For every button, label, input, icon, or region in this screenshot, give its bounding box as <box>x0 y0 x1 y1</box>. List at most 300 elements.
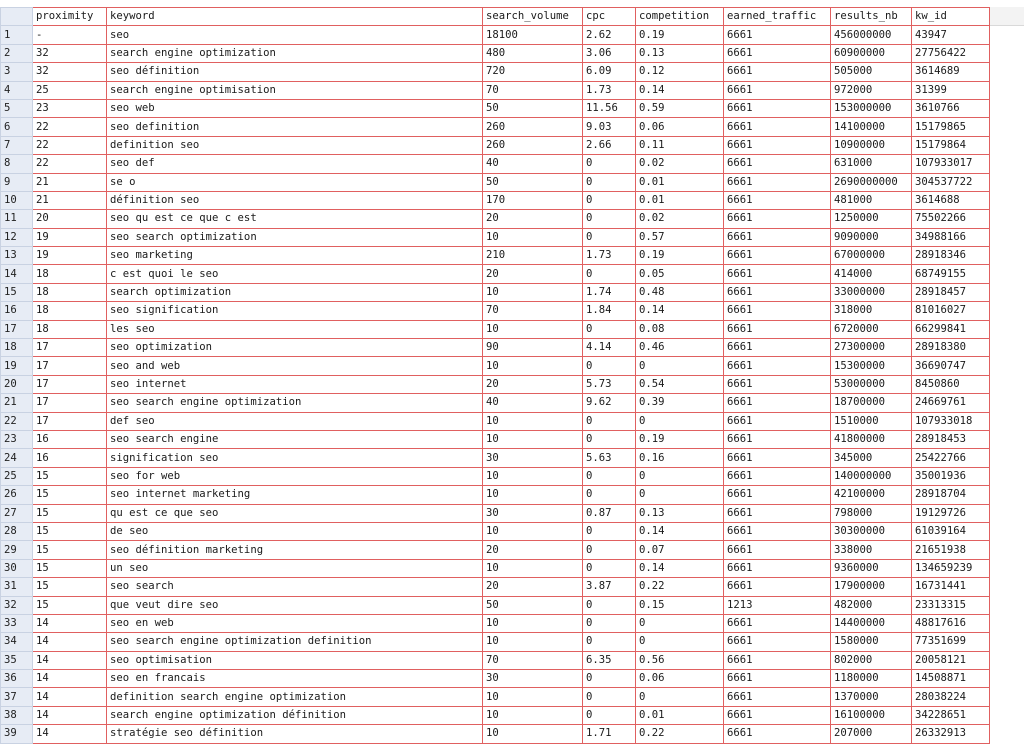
cell-cpc[interactable]: 1.74 <box>583 283 636 301</box>
cell-results-nb[interactable]: 318000 <box>831 302 912 320</box>
row-number[interactable]: 16 <box>1 302 33 320</box>
column-header-proximity[interactable]: proximity <box>33 8 107 26</box>
cell-earned-traffic[interactable]: 6661 <box>724 81 831 99</box>
cell-search-volume[interactable]: 720 <box>483 63 583 81</box>
column-header-earned-traffic[interactable]: earned_traffic <box>724 8 831 26</box>
cell-kw-id[interactable]: 28918453 <box>912 430 990 448</box>
row-number[interactable]: 18 <box>1 339 33 357</box>
table-row[interactable] <box>1 651 990 669</box>
table-row[interactable] <box>1 63 990 81</box>
cell-earned-traffic[interactable]: 6661 <box>724 522 831 540</box>
cell-kw-id[interactable]: 28918346 <box>912 247 990 265</box>
cell-proximity[interactable]: 17 <box>33 357 107 375</box>
cell-competition[interactable]: 0.01 <box>636 191 724 209</box>
cell-kw-id[interactable]: 61039164 <box>912 522 990 540</box>
row-number[interactable]: 39 <box>1 725 33 743</box>
cell-proximity[interactable]: 15 <box>33 486 107 504</box>
cell-proximity[interactable]: 18 <box>33 283 107 301</box>
cell-results-nb[interactable]: 1180000 <box>831 670 912 688</box>
cell-earned-traffic[interactable]: 6661 <box>724 559 831 577</box>
cell-earned-traffic[interactable]: 6661 <box>724 541 831 559</box>
cell-cpc[interactable]: 0 <box>583 173 636 191</box>
cell-search-volume[interactable]: 20 <box>483 265 583 283</box>
cell-cpc[interactable]: 0 <box>583 430 636 448</box>
cell-search-volume[interactable]: 10 <box>483 486 583 504</box>
row-number[interactable]: 26 <box>1 486 33 504</box>
cell-search-volume[interactable]: 30 <box>483 670 583 688</box>
cell-proximity[interactable]: 19 <box>33 228 107 246</box>
table-row[interactable] <box>1 210 990 228</box>
cell-competition[interactable]: 0.02 <box>636 155 724 173</box>
cell-search-volume[interactable]: 20 <box>483 578 583 596</box>
row-number[interactable]: 19 <box>1 357 33 375</box>
cell-earned-traffic[interactable]: 6661 <box>724 302 831 320</box>
cell-keyword[interactable]: un seo <box>107 559 483 577</box>
cell-kw-id[interactable]: 19129726 <box>912 504 990 522</box>
cell-search-volume[interactable]: 170 <box>483 191 583 209</box>
cell-results-nb[interactable]: 802000 <box>831 651 912 669</box>
cell-cpc[interactable]: 1.73 <box>583 247 636 265</box>
cell-keyword[interactable]: definition seo <box>107 136 483 154</box>
cell-results-nb[interactable]: 9360000 <box>831 559 912 577</box>
cell-search-volume[interactable]: 10 <box>483 320 583 338</box>
cell-earned-traffic[interactable]: 6661 <box>724 320 831 338</box>
cell-results-nb[interactable]: 27300000 <box>831 339 912 357</box>
cell-proximity[interactable]: 14 <box>33 670 107 688</box>
table-row[interactable] <box>1 26 990 44</box>
cell-keyword[interactable]: seo internet marketing <box>107 486 483 504</box>
cell-results-nb[interactable]: 41800000 <box>831 430 912 448</box>
cell-search-volume[interactable]: 30 <box>483 504 583 522</box>
row-number[interactable]: 36 <box>1 670 33 688</box>
cell-kw-id[interactable]: 15179864 <box>912 136 990 154</box>
cell-kw-id[interactable]: 21651938 <box>912 541 990 559</box>
table-row[interactable] <box>1 44 990 62</box>
cell-competition[interactable]: 0.13 <box>636 504 724 522</box>
cell-cpc[interactable]: 0 <box>583 633 636 651</box>
cell-proximity[interactable]: 14 <box>33 614 107 632</box>
cell-results-nb[interactable]: 33000000 <box>831 283 912 301</box>
cell-competition[interactable]: 0.07 <box>636 541 724 559</box>
cell-earned-traffic[interactable]: 6661 <box>724 725 831 743</box>
table-row[interactable] <box>1 339 990 357</box>
cell-results-nb[interactable]: 10900000 <box>831 136 912 154</box>
table-row[interactable] <box>1 688 990 706</box>
cell-kw-id[interactable]: 35001936 <box>912 467 990 485</box>
row-number[interactable]: 27 <box>1 504 33 522</box>
cell-proximity[interactable]: 21 <box>33 173 107 191</box>
table-row[interactable] <box>1 614 990 632</box>
cell-proximity[interactable]: 17 <box>33 394 107 412</box>
cell-search-volume[interactable]: 40 <box>483 155 583 173</box>
cell-competition[interactable]: 0.14 <box>636 81 724 99</box>
cell-competition[interactable]: 0.22 <box>636 725 724 743</box>
cell-kw-id[interactable]: 25422766 <box>912 449 990 467</box>
row-number[interactable]: 24 <box>1 449 33 467</box>
table-row[interactable] <box>1 191 990 209</box>
cell-results-nb[interactable]: 631000 <box>831 155 912 173</box>
cell-competition[interactable]: 0.01 <box>636 173 724 191</box>
cell-proximity[interactable]: 25 <box>33 81 107 99</box>
cell-cpc[interactable]: 0 <box>583 541 636 559</box>
cell-competition[interactable]: 0.46 <box>636 339 724 357</box>
cell-keyword[interactable]: stratégie seo définition <box>107 725 483 743</box>
cell-proximity[interactable]: 18 <box>33 302 107 320</box>
cell-proximity[interactable]: 18 <box>33 265 107 283</box>
row-number[interactable]: 10 <box>1 191 33 209</box>
row-number[interactable]: 13 <box>1 247 33 265</box>
cell-results-nb[interactable]: 140000000 <box>831 467 912 485</box>
table-row[interactable] <box>1 173 990 191</box>
cell-kw-id[interactable]: 28918380 <box>912 339 990 357</box>
cell-kw-id[interactable]: 8450860 <box>912 375 990 393</box>
cell-proximity[interactable]: 18 <box>33 320 107 338</box>
cell-keyword[interactable]: seo search engine optimization <box>107 394 483 412</box>
cell-earned-traffic[interactable]: 6661 <box>724 228 831 246</box>
cell-kw-id[interactable]: 31399 <box>912 81 990 99</box>
row-number[interactable]: 22 <box>1 412 33 430</box>
cell-proximity[interactable]: - <box>33 26 107 44</box>
cell-search-volume[interactable]: 480 <box>483 44 583 62</box>
cell-search-volume[interactable]: 30 <box>483 449 583 467</box>
cell-kw-id[interactable]: 28918704 <box>912 486 990 504</box>
cell-competition[interactable]: 0.22 <box>636 578 724 596</box>
table-row[interactable] <box>1 394 990 412</box>
cell-earned-traffic[interactable]: 6661 <box>724 26 831 44</box>
cell-keyword[interactable]: seo optimization <box>107 339 483 357</box>
cell-earned-traffic[interactable]: 6661 <box>724 412 831 430</box>
table-row[interactable] <box>1 283 990 301</box>
cell-earned-traffic[interactable]: 6661 <box>724 375 831 393</box>
cell-keyword[interactable]: search engine optimization définition <box>107 706 483 724</box>
cell-keyword[interactable]: définition seo <box>107 191 483 209</box>
row-number[interactable]: 35 <box>1 651 33 669</box>
cell-cpc[interactable]: 0 <box>583 670 636 688</box>
cell-results-nb[interactable]: 456000000 <box>831 26 912 44</box>
row-number[interactable]: 31 <box>1 578 33 596</box>
cell-earned-traffic[interactable]: 6661 <box>724 449 831 467</box>
cell-proximity[interactable]: 23 <box>33 99 107 117</box>
cell-proximity[interactable]: 21 <box>33 191 107 209</box>
cell-competition[interactable]: 0.05 <box>636 265 724 283</box>
cell-results-nb[interactable]: 414000 <box>831 265 912 283</box>
row-number[interactable]: 33 <box>1 614 33 632</box>
cell-competition[interactable]: 0.11 <box>636 136 724 154</box>
cell-competition[interactable]: 0 <box>636 486 724 504</box>
cell-proximity[interactable]: 22 <box>33 155 107 173</box>
cell-earned-traffic[interactable]: 6661 <box>724 578 831 596</box>
cell-cpc[interactable]: 0 <box>583 688 636 706</box>
cell-proximity[interactable]: 15 <box>33 578 107 596</box>
cell-keyword[interactable]: seo définition marketing <box>107 541 483 559</box>
cell-results-nb[interactable]: 1510000 <box>831 412 912 430</box>
row-number[interactable]: 28 <box>1 522 33 540</box>
cell-proximity[interactable]: 16 <box>33 430 107 448</box>
column-header-search-volume[interactable]: search_volume <box>483 8 583 26</box>
cell-competition[interactable]: 0.19 <box>636 247 724 265</box>
cell-keyword[interactable]: search engine optimization <box>107 44 483 62</box>
table-row[interactable] <box>1 412 990 430</box>
cell-search-volume[interactable]: 10 <box>483 430 583 448</box>
cell-proximity[interactable]: 14 <box>33 725 107 743</box>
cell-search-volume[interactable]: 70 <box>483 302 583 320</box>
cell-cpc[interactable]: 5.63 <box>583 449 636 467</box>
cell-competition[interactable]: 0.14 <box>636 522 724 540</box>
cell-competition[interactable]: 0.14 <box>636 559 724 577</box>
cell-results-nb[interactable]: 153000000 <box>831 99 912 117</box>
cell-cpc[interactable]: 9.03 <box>583 118 636 136</box>
cell-kw-id[interactable]: 15179865 <box>912 118 990 136</box>
cell-earned-traffic[interactable]: 6661 <box>724 265 831 283</box>
cell-cpc[interactable]: 2.66 <box>583 136 636 154</box>
cell-search-volume[interactable]: 20 <box>483 541 583 559</box>
table-row[interactable] <box>1 247 990 265</box>
table-row[interactable] <box>1 81 990 99</box>
cell-cpc[interactable]: 6.09 <box>583 63 636 81</box>
cell-earned-traffic[interactable]: 6661 <box>724 614 831 632</box>
row-number[interactable]: 32 <box>1 596 33 614</box>
cell-keyword[interactable]: de seo <box>107 522 483 540</box>
cell-results-nb[interactable]: 60900000 <box>831 44 912 62</box>
cell-results-nb[interactable]: 16100000 <box>831 706 912 724</box>
cell-earned-traffic[interactable]: 1213 <box>724 596 831 614</box>
column-header-results-nb[interactable]: results_nb <box>831 8 912 26</box>
cell-results-nb[interactable]: 14100000 <box>831 118 912 136</box>
table-row[interactable] <box>1 559 990 577</box>
cell-competition[interactable]: 0.16 <box>636 449 724 467</box>
cell-kw-id[interactable]: 107933017 <box>912 155 990 173</box>
row-number[interactable]: 11 <box>1 210 33 228</box>
row-number[interactable]: 17 <box>1 320 33 338</box>
cell-keyword[interactable]: seo qu est ce que c est <box>107 210 483 228</box>
cell-results-nb[interactable]: 207000 <box>831 725 912 743</box>
cell-earned-traffic[interactable]: 6661 <box>724 670 831 688</box>
cell-keyword[interactable]: seo en web <box>107 614 483 632</box>
cell-earned-traffic[interactable]: 6661 <box>724 44 831 62</box>
table-row[interactable] <box>1 706 990 724</box>
cell-cpc[interactable]: 1.71 <box>583 725 636 743</box>
row-number-header[interactable] <box>1 8 33 26</box>
cell-search-volume[interactable]: 18100 <box>483 26 583 44</box>
row-number[interactable]: 37 <box>1 688 33 706</box>
cell-cpc[interactable]: 6.35 <box>583 651 636 669</box>
cell-competition[interactable]: 0.14 <box>636 302 724 320</box>
row-number[interactable]: 30 <box>1 559 33 577</box>
table-row[interactable] <box>1 302 990 320</box>
cell-results-nb[interactable]: 972000 <box>831 81 912 99</box>
cell-keyword[interactable]: seo search engine optimization definition <box>107 633 483 651</box>
cell-proximity[interactable]: 14 <box>33 706 107 724</box>
cell-proximity[interactable]: 14 <box>33 633 107 651</box>
table-row[interactable] <box>1 265 990 283</box>
cell-kw-id[interactable]: 75502266 <box>912 210 990 228</box>
cell-earned-traffic[interactable]: 6661 <box>724 504 831 522</box>
row-number[interactable]: 4 <box>1 81 33 99</box>
cell-earned-traffic[interactable]: 6661 <box>724 99 831 117</box>
cell-kw-id[interactable]: 77351699 <box>912 633 990 651</box>
row-number[interactable]: 38 <box>1 706 33 724</box>
cell-cpc[interactable]: 0 <box>583 706 636 724</box>
cell-competition[interactable]: 0.15 <box>636 596 724 614</box>
cell-keyword[interactable]: search engine optimisation <box>107 81 483 99</box>
table-row[interactable] <box>1 118 990 136</box>
table-row[interactable] <box>1 486 990 504</box>
table-row[interactable] <box>1 596 990 614</box>
cell-kw-id[interactable]: 14508871 <box>912 670 990 688</box>
cell-cpc[interactable]: 0 <box>583 596 636 614</box>
cell-proximity[interactable]: 17 <box>33 339 107 357</box>
cell-results-nb[interactable]: 2690000000 <box>831 173 912 191</box>
cell-search-volume[interactable]: 10 <box>483 559 583 577</box>
cell-kw-id[interactable]: 48817616 <box>912 614 990 632</box>
cell-search-volume[interactable]: 260 <box>483 118 583 136</box>
cell-search-volume[interactable]: 90 <box>483 339 583 357</box>
cell-keyword[interactable]: seo définition <box>107 63 483 81</box>
cell-earned-traffic[interactable]: 6661 <box>724 191 831 209</box>
cell-kw-id[interactable]: 43947 <box>912 26 990 44</box>
cell-search-volume[interactable]: 210 <box>483 247 583 265</box>
cell-earned-traffic[interactable]: 6661 <box>724 688 831 706</box>
cell-competition[interactable]: 0 <box>636 633 724 651</box>
cell-keyword[interactable]: seo web <box>107 99 483 117</box>
cell-proximity[interactable]: 22 <box>33 136 107 154</box>
cell-earned-traffic[interactable]: 6661 <box>724 136 831 154</box>
cell-proximity[interactable]: 15 <box>33 504 107 522</box>
cell-search-volume[interactable]: 10 <box>483 412 583 430</box>
cell-kw-id[interactable]: 3614689 <box>912 63 990 81</box>
cell-keyword[interactable]: qu est ce que seo <box>107 504 483 522</box>
cell-search-volume[interactable]: 50 <box>483 99 583 117</box>
cell-search-volume[interactable]: 10 <box>483 522 583 540</box>
cell-keyword[interactable]: seo and web <box>107 357 483 375</box>
cell-cpc[interactable]: 11.56 <box>583 99 636 117</box>
cell-competition[interactable]: 0.48 <box>636 283 724 301</box>
cell-cpc[interactable]: 1.84 <box>583 302 636 320</box>
cell-proximity[interactable]: 20 <box>33 210 107 228</box>
cell-kw-id[interactable]: 3614688 <box>912 191 990 209</box>
table-row[interactable] <box>1 633 990 651</box>
cell-keyword[interactable]: def seo <box>107 412 483 430</box>
cell-kw-id[interactable]: 66299841 <box>912 320 990 338</box>
cell-earned-traffic[interactable]: 6661 <box>724 706 831 724</box>
cell-keyword[interactable]: seo optimisation <box>107 651 483 669</box>
cell-proximity[interactable]: 15 <box>33 559 107 577</box>
cell-competition[interactable]: 0.08 <box>636 320 724 338</box>
cell-competition[interactable]: 0.01 <box>636 706 724 724</box>
table-row[interactable] <box>1 136 990 154</box>
cell-kw-id[interactable]: 24669761 <box>912 394 990 412</box>
cell-results-nb[interactable]: 1250000 <box>831 210 912 228</box>
row-number[interactable]: 3 <box>1 63 33 81</box>
cell-results-nb[interactable]: 482000 <box>831 596 912 614</box>
cell-cpc[interactable]: 0 <box>583 228 636 246</box>
cell-proximity[interactable]: 32 <box>33 63 107 81</box>
row-number[interactable]: 2 <box>1 44 33 62</box>
cell-kw-id[interactable]: 20058121 <box>912 651 990 669</box>
cell-kw-id[interactable]: 36690747 <box>912 357 990 375</box>
row-number[interactable]: 12 <box>1 228 33 246</box>
cell-cpc[interactable]: 0.87 <box>583 504 636 522</box>
cell-cpc[interactable]: 0 <box>583 210 636 228</box>
row-number[interactable]: 5 <box>1 99 33 117</box>
cell-competition[interactable]: 0.19 <box>636 430 724 448</box>
cell-results-nb[interactable]: 338000 <box>831 541 912 559</box>
cell-results-nb[interactable]: 481000 <box>831 191 912 209</box>
cell-cpc[interactable]: 3.87 <box>583 578 636 596</box>
table-row[interactable] <box>1 375 990 393</box>
cell-results-nb[interactable]: 14400000 <box>831 614 912 632</box>
row-number[interactable]: 9 <box>1 173 33 191</box>
cell-proximity[interactable]: 14 <box>33 688 107 706</box>
cell-kw-id[interactable]: 26332913 <box>912 725 990 743</box>
cell-cpc[interactable]: 0 <box>583 265 636 283</box>
cell-competition[interactable]: 0 <box>636 688 724 706</box>
cell-keyword[interactable]: seo en francais <box>107 670 483 688</box>
cell-search-volume[interactable]: 20 <box>483 210 583 228</box>
cell-proximity[interactable]: 15 <box>33 596 107 614</box>
cell-competition[interactable]: 0 <box>636 357 724 375</box>
cell-proximity[interactable]: 22 <box>33 118 107 136</box>
cell-keyword[interactable]: c est quoi le seo <box>107 265 483 283</box>
cell-keyword[interactable]: seo <box>107 26 483 44</box>
cell-cpc[interactable]: 2.62 <box>583 26 636 44</box>
cell-search-volume[interactable]: 50 <box>483 173 583 191</box>
cell-earned-traffic[interactable]: 6661 <box>724 173 831 191</box>
cell-cpc[interactable]: 0 <box>583 357 636 375</box>
cell-earned-traffic[interactable]: 6661 <box>724 283 831 301</box>
cell-cpc[interactable]: 3.06 <box>583 44 636 62</box>
cell-competition[interactable]: 0.02 <box>636 210 724 228</box>
row-number[interactable]: 25 <box>1 467 33 485</box>
cell-kw-id[interactable]: 34988166 <box>912 228 990 246</box>
cell-kw-id[interactable]: 3610766 <box>912 99 990 117</box>
row-number[interactable]: 23 <box>1 430 33 448</box>
cell-kw-id[interactable]: 68749155 <box>912 265 990 283</box>
cell-cpc[interactable]: 0 <box>583 412 636 430</box>
cell-keyword[interactable]: seo internet <box>107 375 483 393</box>
cell-results-nb[interactable]: 505000 <box>831 63 912 81</box>
row-number[interactable]: 29 <box>1 541 33 559</box>
table-row[interactable] <box>1 467 990 485</box>
cell-search-volume[interactable]: 10 <box>483 725 583 743</box>
cell-proximity[interactable]: 15 <box>33 522 107 540</box>
cell-cpc[interactable]: 0 <box>583 191 636 209</box>
cell-competition[interactable]: 0.59 <box>636 99 724 117</box>
cell-results-nb[interactable]: 345000 <box>831 449 912 467</box>
cell-earned-traffic[interactable]: 6661 <box>724 155 831 173</box>
table-row[interactable] <box>1 449 990 467</box>
cell-search-volume[interactable]: 10 <box>483 633 583 651</box>
cell-keyword[interactable]: seo search engine <box>107 430 483 448</box>
row-number[interactable]: 7 <box>1 136 33 154</box>
row-number[interactable]: 21 <box>1 394 33 412</box>
cell-competition[interactable]: 0.12 <box>636 63 724 81</box>
cell-kw-id[interactable]: 304537722 <box>912 173 990 191</box>
cell-competition[interactable]: 0.56 <box>636 651 724 669</box>
cell-earned-traffic[interactable]: 6661 <box>724 247 831 265</box>
cell-keyword[interactable]: seo for web <box>107 467 483 485</box>
cell-earned-traffic[interactable]: 6661 <box>724 430 831 448</box>
cell-proximity[interactable]: 17 <box>33 375 107 393</box>
cell-results-nb[interactable]: 6720000 <box>831 320 912 338</box>
column-header-kw-id[interactable]: kw_id <box>912 8 990 26</box>
cell-competition[interactable]: 0.13 <box>636 44 724 62</box>
table-row[interactable] <box>1 504 990 522</box>
cell-keyword[interactable]: les seo <box>107 320 483 338</box>
cell-keyword[interactable]: seo signification <box>107 302 483 320</box>
cell-earned-traffic[interactable]: 6661 <box>724 357 831 375</box>
table-row[interactable] <box>1 541 990 559</box>
